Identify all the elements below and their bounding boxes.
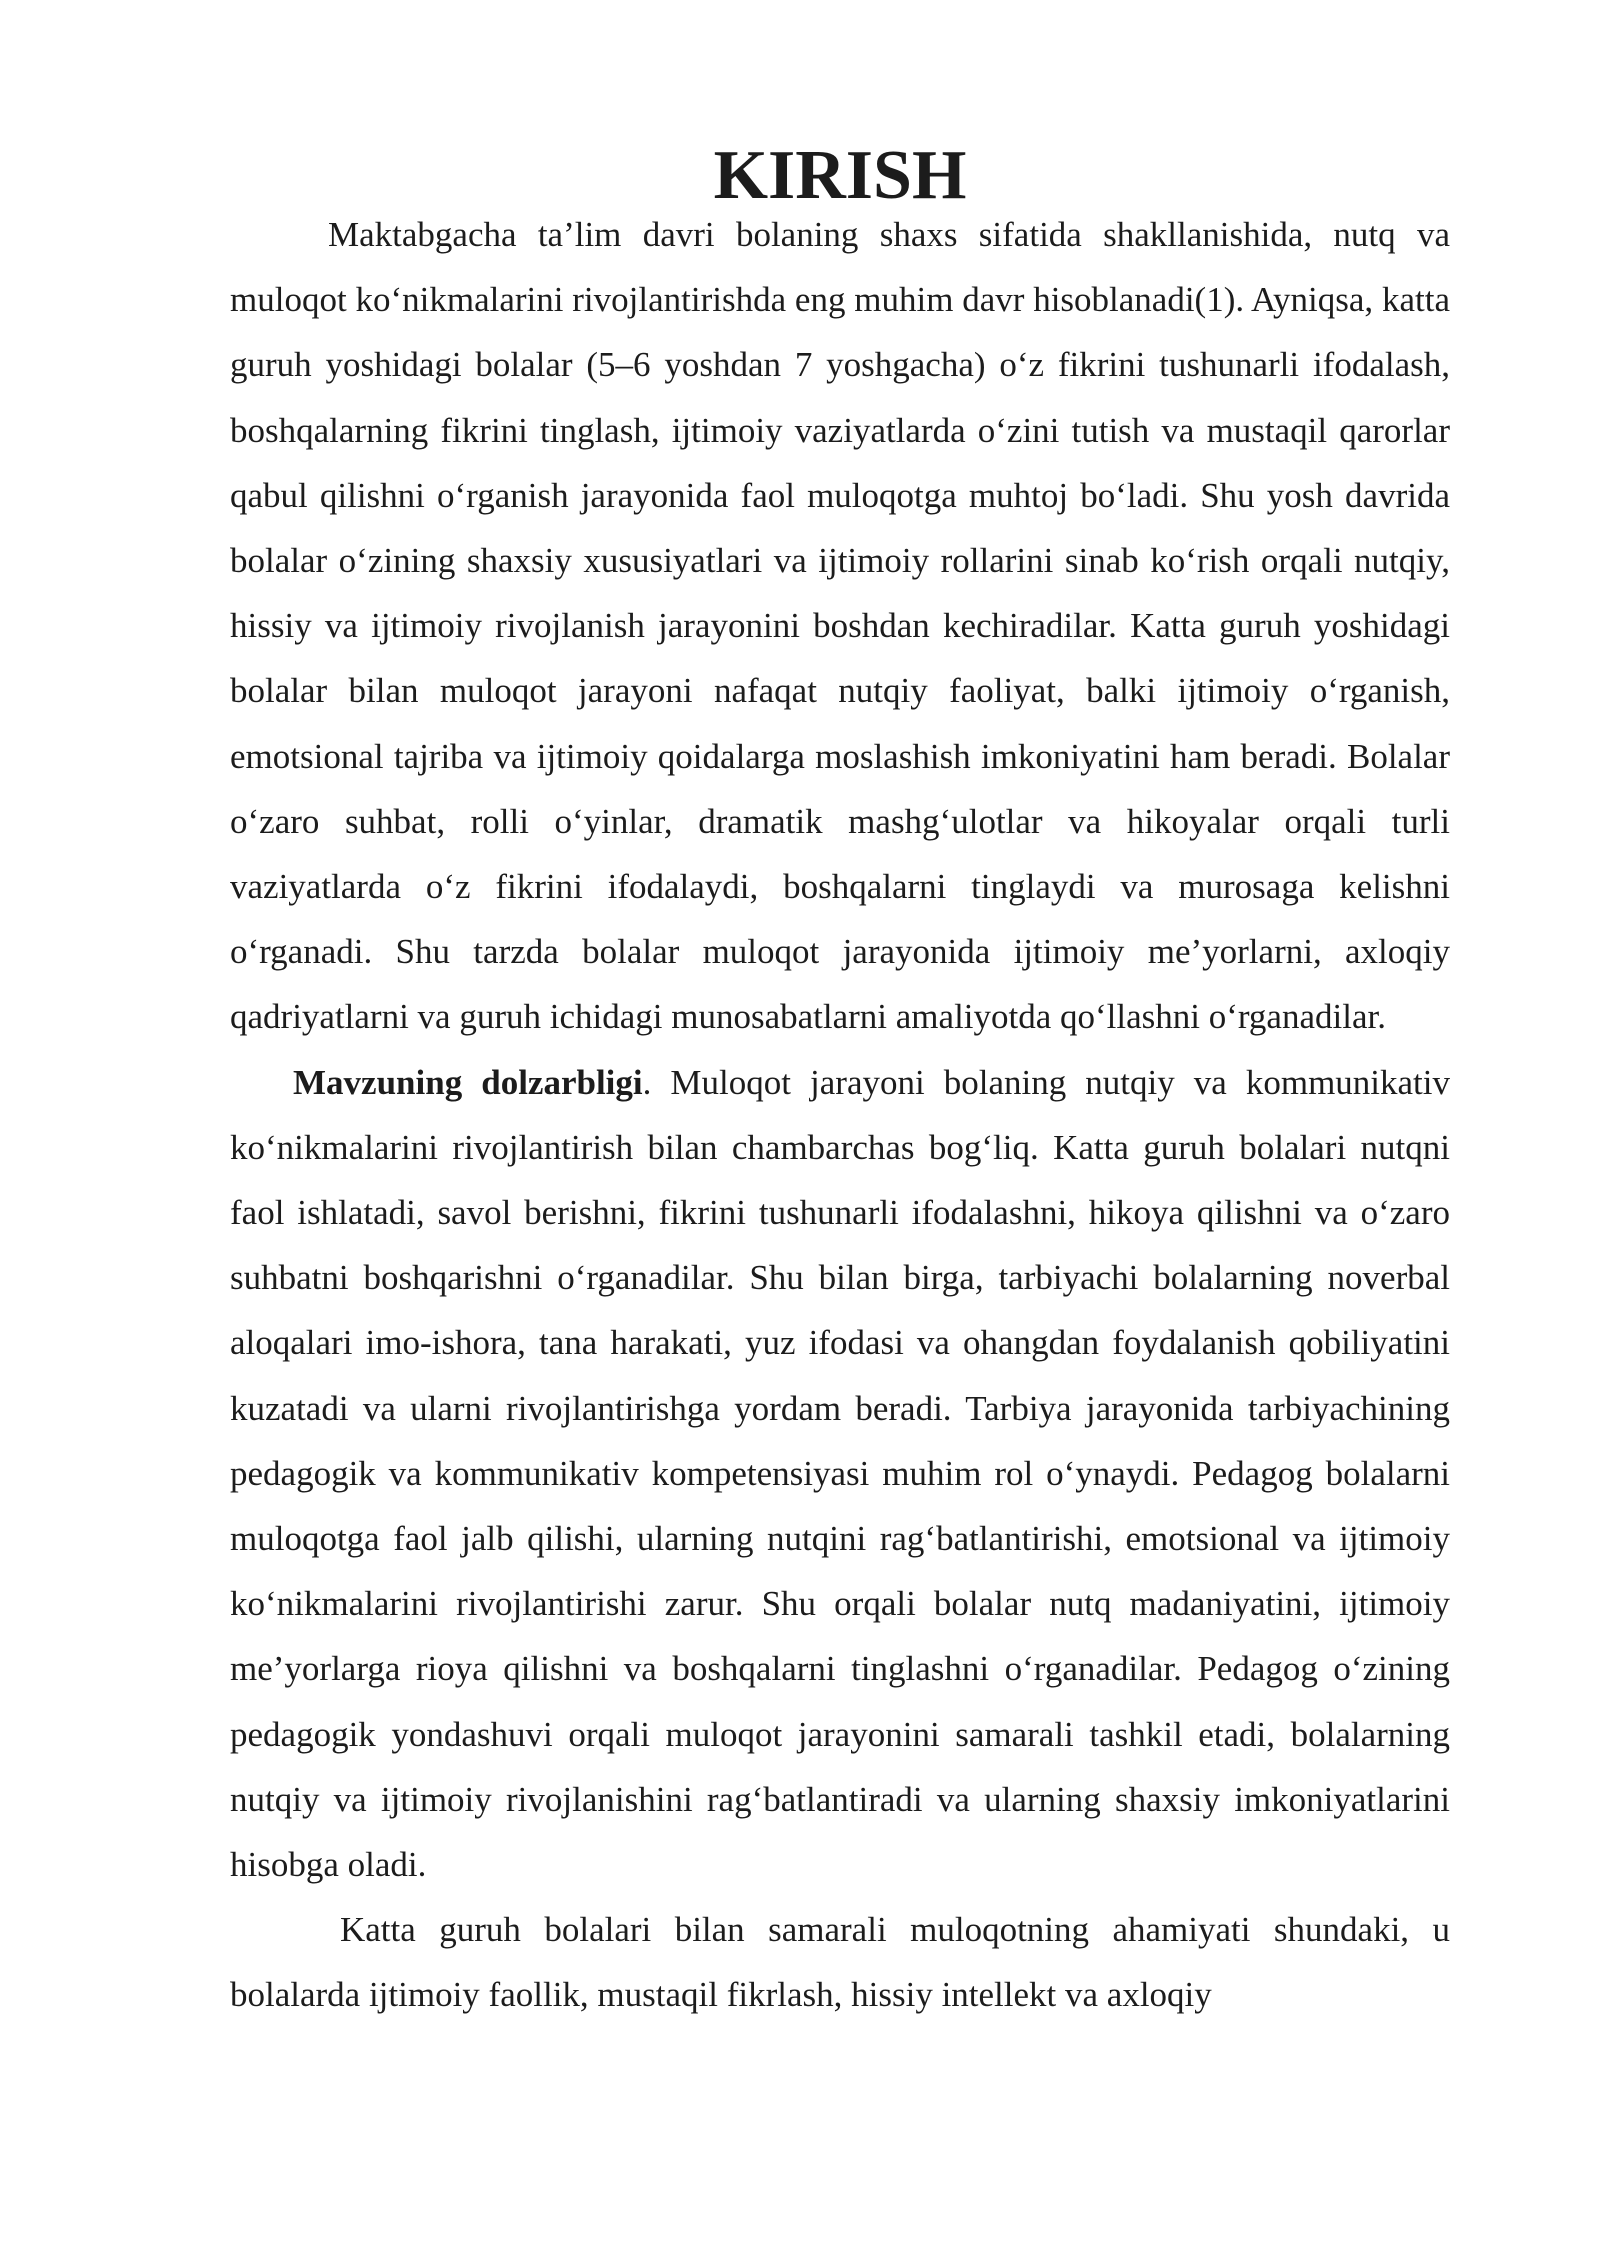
paragraph-introduction: Maktabgacha ta’lim davri bolaning shaxs sifatida shakllanishida, nutq va muloqot ko‘nikmalarini rivojlantirishda eng muhim davr hisoblanadi(1). Ayniqsa, katta guruh yoshidagi bolalar (5–6 yoshdan 7 yoshgacha) o‘z fikrini tushunarli ifodalash, boshqalarning fikrini tinglash, ijtimoiy vaziyatlarda o‘zini tutish va mustaqil qarorlar qabul qilishni o‘rganish jarayonida faol muloqotga muhtoj bo‘ladi. Shu yosh davrida bolalar o‘zining shaxsiy xususiyatlari va ijtimoiy rollarini sinab ko‘rish orqali nutqiy, hissiy va ijtimoiy rivojlanish jarayonini boshdan kechiradilar. Katta guruh yoshidagi bolalar bilan muloqot jarayoni nafaqat nutqiy faoliyat, balki ijtimoiy o‘rganish, emotsional tajriba va ijtimoiy qoidalarga moslashish imkoniyatini ham beradi. Bolalar o‘zaro suhbat, rolli o‘yinlar, dramatik mashg‘ulotlar va hikoyalar orqali turli vaziyatlarda o‘z fikrini ifodalaydi, boshqalarni tinglaydi va murosaga kelishni o‘rganadi. Shu tarzda bolalar muloqot jarayonida ijtimoiy me’yorlarni, axloqiy qadriyatlarni va guruh ichidagi munosabatlarni amaliyotda qo‘llashni o‘rganadilar. [230, 215, 1450, 1037]
document-body [230, 137, 1450, 2028]
relevance-heading: Mavzuning dolzarbligi [293, 1062, 643, 1102]
relevance-text: . Muloqot jarayoni bolaning nutqiy va kommunikativ ko‘nikmalarini rivojlantirish bilan chambarchas bog‘liq. Katta guruh bolalari nutqni faol ishlatadi, savol berishni, fikrini tushunarli ifodalashni, hikoya qilishni va o‘zaro suhbatni boshqarishni o‘rganadilar. Shu bilan birga, tarbiyachi bolalarning noverbal aloqalari imo-ishora, tana harakati, yuz ifodasi va ohangdan foydalanish qobiliyatini kuzatadi va ularni rivojlantirishga yordam beradi. Tarbiya jarayonida tarbiyachining pedagogik va kommunikativ kompetensiyasi muhim rol o‘ynaydi. Pedagog bolalarni muloqotga faol jalb qilishi, ularning nutqini rag‘batlantirishi, emotsional va ijtimoiy ko‘nikmalarini rivojlantirishi zarur. Shu orqali bolalar nutq madaniyatini, ijtimoiy me’yorlarga rioya qilishni va boshqalarni tinglashni o‘rganadilar. Pedagog o‘zining pedagogik yondashuvi orqali muloqot jarayonini samarali tashkil etadi, bolalarning nutqiy va ijtimoiy rivojlanishini rag‘batlantiradi va ularning shaxsiy imkoniyatlarini hisobga oladi. [230, 1062, 1450, 1885]
paragraph-relevance [230, 1050, 1450, 1898]
page-title: KIRISH [713, 137, 967, 214]
paragraph-importance: Katta guruh bolalari bilan samarali muloqotning ahamiyati shundaki, u bolalarda ijtimoiy faollik, mustaqil fikrlash, hissiy intellekt va axloqiy [230, 1910, 1450, 2015]
